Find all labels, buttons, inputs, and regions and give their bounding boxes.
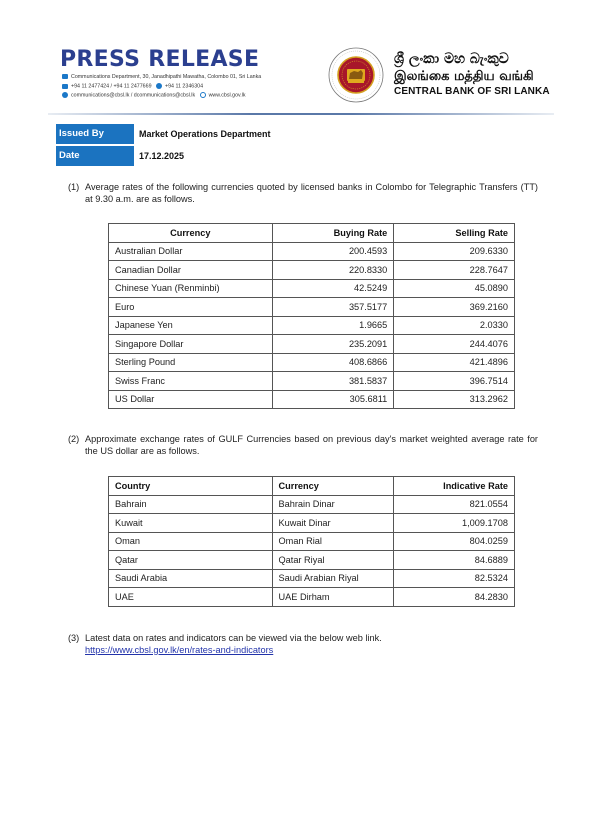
cell-buying-rate: 235.2091 [272,335,394,354]
bank-name-tamil: இலங்கை மத்திய வங்கி [394,69,534,84]
cell-buying-rate: 305.6811 [272,390,394,409]
table-row [109,298,515,317]
cell-indicative-rate: 804.0259 [394,532,515,551]
section-2-paragraph [68,434,538,457]
header-divider [48,113,554,115]
cell-buying-rate: 200.4593 [272,242,394,261]
table-row [109,569,515,588]
bank-name-sinhala: ශ්‍රී ලංකා මහ බැංකුව [394,51,509,67]
issued-by-label: Issued By [56,124,134,144]
cell-indicative-rate: 82.5324 [394,569,515,588]
cell-currency: Swiss Franc [109,372,273,391]
header-buying-rate: Buying Rate [272,224,394,243]
section-2-text: Approximate exchange rates of GULF Currencies based on previous day's market weighted average rate for the US dollar are as follows. [85,434,538,456]
contact-email [62,92,246,99]
address-text: Communications Department, 30, Janadhipathi Mawatha, Colombo 01, Sri Lanka [71,74,262,80]
contact-phone [62,83,203,90]
cell-buying-rate: 1.9665 [272,316,394,335]
header-country: Country [109,477,273,496]
email-text[interactable]: communications@cbsl.lk / dcommunications@cbsl.lk [71,92,196,99]
cell-indicative-rate: 1,009.1708 [394,514,515,533]
header-currency: Currency [272,477,394,496]
cell-buying-rate: 42.5249 [272,279,394,298]
bank-name-block [394,50,554,99]
cell-buying-rate: 381.5837 [272,372,394,391]
section-3-number: (3) [68,633,80,643]
fax-icon [156,83,162,89]
cell-selling-rate: 421.4896 [394,353,515,372]
website-text[interactable]: www.cbsl.gov.lk [208,92,246,99]
cell-buying-rate: 357.5177 [272,298,394,317]
cell-selling-rate: 45.0890 [394,279,515,298]
cell-currency: Kuwait Dinar [272,514,394,533]
cell-currency: Qatar Riyal [272,551,394,570]
bank-name-english: CENTRAL BANK OF SRI LANKA [394,86,550,97]
cell-buying-rate: 220.8330 [272,261,394,280]
section-1-paragraph [68,182,538,205]
cell-selling-rate: 244.4076 [394,335,515,354]
table-row [109,242,515,261]
gulf-rates-table [108,476,515,607]
cell-country: UAE [109,588,273,607]
cell-country: Bahrain [109,495,273,514]
table-row [109,390,515,409]
email-icon [62,92,68,98]
cell-currency: Japanese Yen [109,316,273,335]
tt-rates-table [108,223,515,409]
issued-by-value: Market Operations Department [139,129,271,139]
cell-selling-rate: 313.2962 [394,390,515,409]
section-1-number: (1) [68,182,80,192]
phone-text: +94 11 2477424 / +94 11 2477669 [71,83,152,90]
cell-indicative-rate: 84.2830 [394,588,515,607]
cell-indicative-rate: 821.0554 [394,495,515,514]
fax-text: +94 11 2346304 [165,83,204,90]
section-3-text: Latest data on rates and indicators can be viewed via the below web link. [85,633,382,643]
table-row [109,261,515,280]
cell-buying-rate: 408.6866 [272,353,394,372]
page-title: PRESS RELEASE [60,47,260,72]
cell-selling-rate: 396.7514 [394,372,515,391]
table-row [109,335,515,354]
table-row [109,279,515,298]
section-1-text: Average rates of the following currencies quoted by licensed banks in Colombo for Telegraphic Transfers (TT) at 9.30 a.m. are as follows. [85,182,538,204]
table-row [109,372,515,391]
cell-country: Kuwait [109,514,273,533]
table-row [109,514,515,533]
header-currency: Currency [109,224,273,243]
meta-table [56,124,271,168]
header-indicative-rate: Indicative Rate [394,477,515,496]
mail-icon [62,74,68,79]
letterhead [60,48,550,108]
table-row [109,353,515,372]
phone-icon [62,84,68,89]
cell-currency: Canadian Dollar [109,261,273,280]
cell-currency: Saudi Arabian Riyal [272,569,394,588]
globe-icon [200,92,206,98]
table-row [109,532,515,551]
cell-currency: Chinese Yuan (Renminbi) [109,279,273,298]
meta-row-date [56,146,271,166]
cell-selling-rate: 369.2160 [394,298,515,317]
rates-indicators-link[interactable]: https://www.cbsl.gov.lk/en/rates-and-indicators [85,644,274,655]
section-3-paragraph [68,633,538,656]
table-header-row [109,224,515,243]
cell-country: Qatar [109,551,273,570]
meta-row-issued-by [56,124,271,144]
cell-selling-rate: 2.0330 [394,316,515,335]
cell-currency: US Dollar [109,390,273,409]
cell-currency: UAE Dirham [272,588,394,607]
cell-country: Oman [109,532,273,551]
contact-address [62,74,261,81]
cell-indicative-rate: 84.6889 [394,551,515,570]
date-label: Date [56,146,134,166]
cell-currency: Oman Rial [272,532,394,551]
cell-selling-rate: 228.7647 [394,261,515,280]
table-row [109,551,515,570]
header-selling-rate: Selling Rate [394,224,515,243]
table-row [109,316,515,335]
section-2-number: (2) [68,434,80,444]
date-value: 17.12.2025 [139,151,185,161]
central-bank-seal-logo [328,47,384,103]
cell-currency: Singapore Dollar [109,335,273,354]
cell-currency: Sterling Pound [109,353,273,372]
cell-country: Saudi Arabia [109,569,273,588]
cell-currency: Australian Dollar [109,242,273,261]
cell-selling-rate: 209.6330 [394,242,515,261]
table-header-row [109,477,515,496]
table-row [109,495,515,514]
table-row [109,588,515,607]
cell-currency: Euro [109,298,273,317]
cell-currency: Bahrain Dinar [272,495,394,514]
